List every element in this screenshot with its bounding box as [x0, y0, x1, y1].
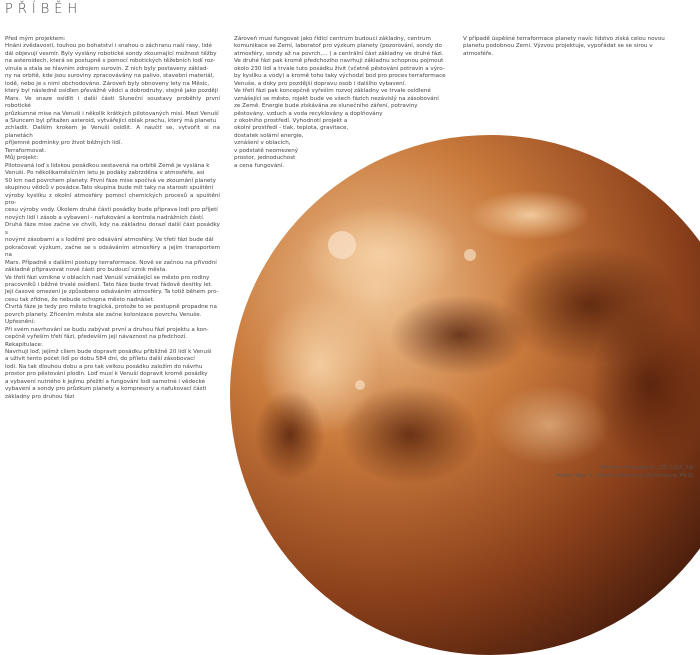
text-line: Při svém navrhování se budu zabývat první a druhou fází projektu a kon- — [5, 326, 209, 333]
text-line: nových lidí i zásob a vybavení - nafukování a kontrola nadrážních částí. — [5, 214, 205, 221]
text-line: který byl následně osídlen převážně vědci a dobrodruhy, stejně jako později — [5, 88, 218, 95]
text-line: dál objevují vesmír. Byly vyslány robotické sondy zkoumající možnost těžby — [5, 50, 217, 57]
text-line: vinula a stala se hlavním zdrojem surovin. Z nich byly postaveny základ- — [5, 65, 209, 72]
text-line: lodě, nebo je s nimi obchodováno. Zároveň byly obnoveny lety na Měsíc, — [5, 80, 210, 87]
text-line: komunikace se Zemí, laboratoř pro výzkum planety (pozorování, sondy do — [234, 43, 442, 50]
text-line: Hnáni zvědavostí, touhou po bohatství i snahou o záchranu naší rasy, lidé — [5, 43, 212, 50]
text-line: a uživit tento počet lidí po dobu 584 dní, do příletu další zásobovací — [5, 356, 195, 363]
text-line: příjemné podmínky pro život běžných lidí. — [5, 140, 123, 147]
text-line: atmosféry, sondy až na povrch,... ) a centrální část základny ve druhé fázi. — [234, 50, 444, 57]
text-line: 50 km nad povrchem planety. První fáze mise spočívá ve zkoumání planety — [5, 177, 216, 184]
text-line: Před mým projektem: — [5, 36, 66, 42]
text-line: Venuši. Po několikaměsíčním letu je podáky zabrzděna v atmosféře, asi — [5, 170, 205, 177]
text-line: Čtvrtá fáze je tedy pro město tragická, protože to se postupně propadne na — [5, 304, 217, 311]
text-line: Druhá fáze mise začne ve chvíli, kdy na základnu dorazí další část posádky s — [5, 222, 220, 236]
text-line: Ve druhé fázi pak kromě předchozího navrhuji základnu schopnou pojmout — [234, 58, 444, 65]
text-line: ny na orbitě, kde jsou suroviny zpracovávány na palivo, stavební materiál, — [5, 73, 214, 80]
text-line: dostatek solární energie, — [234, 132, 304, 139]
text-line: skupinou vědců v posádce.Tato skupina bude mít taky na starosti spuštění — [5, 185, 214, 192]
text-line: Mars. Případně s dalšími postupy terraformace. Nově se začnou na přívodní — [5, 259, 217, 266]
text-line: Terraformovat. — [5, 147, 47, 154]
text-line: planetu podobnou Zemi. Výzvou projektuje, vypořádat se se sirou v — [463, 43, 653, 50]
text-line: a vybavení nutného k jejímu přežití a fungování lodi samotné i vědecké — [5, 378, 206, 385]
text-line: v podstatě neomezený — [234, 147, 299, 154]
text-line: základně připravovat nové části pro budoucí vznik města. — [5, 267, 167, 274]
text-line: z okolního prostředí. Vyhodnotí projekt a — [234, 117, 348, 124]
author-credit — [556, 465, 694, 480]
text-line: cepčně vyřeším třetí fázi, především její návaznost na předchozí. — [5, 334, 187, 341]
text-line: cesu tak zřídne, že nebude schopna město nadnášet. — [5, 296, 155, 303]
text-line: pěstovány, vzduch a voda recyklovány a doplňovány — [234, 110, 383, 117]
text-line: vznášení v oblacích, — [234, 140, 291, 147]
text-line: Navrhuji loď, jejímž cílem bude dopravit posádku přibližně 20 lidí k Venuši — [5, 349, 212, 356]
text-line: vybavení a sondy pro průzkum planety a kompresory a nafukovací části — [5, 386, 207, 393]
text-line: prostor pro pěstování plodin. Loď musí k Venuši dopravit kromě posádky — [5, 371, 208, 378]
text-line: okolo 230 lidí a trvale tuto posádku živit (včetně pěstování potravin a výro- — [234, 65, 445, 72]
text-line: Zároveň musí fungovat jako řídící centrum budoucí základny, centrum — [234, 36, 431, 42]
text-line: a cena fungování. — [234, 162, 285, 169]
text-line: by kyslíku a vody) a kromě toho taky východzí bod pro proces terraformace — [234, 73, 446, 80]
text-line: na asteroidech, která se postupně s pomocí robotických těžebních lodí roz- — [5, 58, 216, 65]
text-line: Mars. Ve snaze osídlit i další části Sluneční soustavy proběhly první robotické — [5, 95, 220, 110]
text-line: cesu výroby vody. Úkolem druhé části posádky bude připrava lodi pro příjetí — [5, 207, 218, 214]
text-line: Upřesnění: — [5, 319, 36, 326]
text-line: ze Země. Energie bude získávána ze slunečního záření, potraviny — [234, 103, 418, 110]
text-line: průzkumné mise na Venuši i několik krátkých pilotovaných misí. Mezi Venuší — [5, 110, 219, 117]
text-line: Ve třetí fázi vznikne v oblacích nad Venuší vznášející se město pro rodiny — [5, 274, 210, 281]
text-line: atmosféře. — [463, 50, 494, 57]
text-line: Její časové omezení je způsobeno odsáváním atmosféry. Ta totiž během pro- — [5, 289, 219, 296]
text-line: výroby kyslíku z okolní atmosféry pomocí chemických procesů a spuštění pro- — [5, 192, 220, 206]
text-line: prostor, jednoduchost — [234, 155, 296, 162]
text-line: zchladit. Dalším krokem je Venuši osídlit. A naučit se, vytvořit si na planetách — [5, 125, 220, 139]
text-line: Venuše, a doky pro pozdější dopravu osob i dalšího vybavení. — [234, 80, 407, 87]
text-line: Rekapitulace: — [5, 341, 43, 348]
story-column-2 — [234, 36, 454, 170]
text-line: okolní prostředí - tlak, teplota, gravitace, — [234, 125, 349, 132]
credit-author: Michala Kohoutková / ZS 2015_16/ — [600, 465, 694, 471]
text-line: povrch planety. Zřícením města ale začne kolonizace povrchu Venuše. — [5, 311, 202, 318]
text-line: Ve třetí fázi pak koncepčně vyřeším rozvoj základny ve trvale osídlené — [234, 88, 431, 95]
text-line: vznášející se město, rojekt bude ve všech fázích nezávislý na zásobování — [234, 95, 439, 102]
credit-studio: Ateliér Mgr. A. Zdeňka Němcová Zedníčková, Ph.D. — [556, 472, 694, 479]
text-line: a Sluncem byl přitažen asteroid, vytvářející oblak prachu, který má planetu — [5, 117, 217, 124]
page-title: PŘÍBĚH — [5, 2, 83, 17]
text-line: V případě úspěšné terraformace planety navíc lidstvo získá celou novou — [463, 36, 665, 42]
story-column-3 — [463, 36, 678, 58]
story-column-1 — [5, 36, 220, 401]
text-line: Můj projekt: — [5, 155, 39, 162]
text-line: pracovníků i běžné trvalé osídlení. Tato fáze bude trvat řádově desítky let. — [5, 281, 213, 288]
text-line: Pilotovaná loď s lidskou posádkou sestavená na orbitě Země je vyslána k — [5, 162, 210, 169]
venus-planet-image — [230, 132, 700, 655]
text-line: základny pro druhou fázi — [5, 393, 75, 400]
text-line: lodi. Na tak dlouhou dobu a pro tak velkou posádku založím do návrhu — [5, 363, 203, 370]
text-line: novými zásobami a s loděmi pro odsávání atmosféry. Ve třetí fázi bude dál — [5, 237, 214, 244]
text-line: pokračovat výzkum, začne se s odsáváním atmosféry a jejím transportem na — [5, 244, 220, 259]
